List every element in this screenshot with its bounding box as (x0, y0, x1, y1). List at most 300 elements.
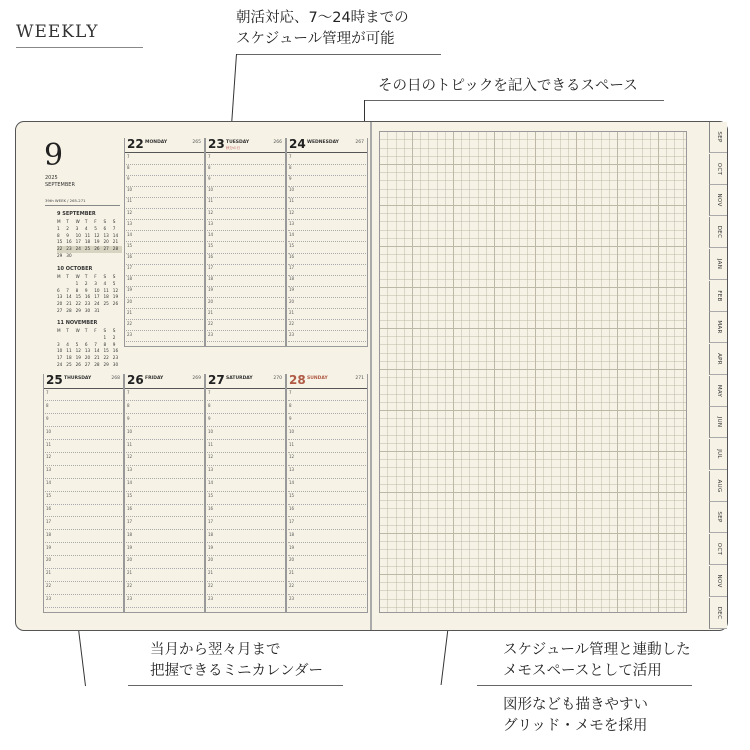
callout-line: 図形なども描きやすい (503, 697, 648, 713)
hour-line (288, 264, 366, 265)
hour-line (288, 478, 366, 479)
hour-line (288, 197, 366, 198)
calendar-day: 15 (103, 348, 109, 354)
hour-line (126, 319, 203, 320)
hour-label: 18 (127, 531, 133, 537)
calendar-day: 28 (113, 246, 122, 253)
hour-line (207, 555, 284, 556)
day-name: SUNDAY (307, 376, 328, 381)
hour-label: 21 (289, 570, 295, 576)
hour-label: 17 (46, 518, 52, 524)
callout-line: 当月から翌々月まで (150, 642, 281, 658)
hour-label: 13 (208, 467, 214, 473)
callout-mini-calendar (150, 640, 323, 682)
hour-line (126, 186, 203, 187)
hour-line (126, 341, 203, 342)
hour-line (288, 504, 366, 505)
day-number: 22 (127, 137, 144, 151)
calendar-day: 10 (57, 348, 63, 354)
hour-line (45, 426, 122, 427)
hour-label: 20 (127, 557, 133, 563)
calendar-day: 21 (94, 355, 100, 361)
hour-line (288, 330, 366, 331)
hour-line (207, 452, 284, 453)
hour-label: 18 (127, 276, 133, 282)
hour-label: 16 (208, 254, 214, 260)
calendar-day: 15 (75, 294, 81, 300)
hour-label: 8 (208, 165, 211, 171)
hour-line (207, 297, 284, 298)
hour-label: 15 (208, 242, 214, 248)
hour-line (207, 175, 284, 176)
hour-line (288, 175, 366, 176)
weekday-label: T (66, 219, 69, 224)
month-tab[interactable] (709, 376, 727, 407)
calendar-day: 7 (66, 287, 69, 293)
calendar-day: 2 (66, 225, 69, 231)
hour-label: 18 (289, 276, 295, 282)
hour-label: 19 (289, 287, 295, 293)
day-header (287, 374, 367, 389)
hour-line (45, 478, 122, 479)
calendar-day: 26 (112, 301, 119, 307)
calendar-day: 27 (84, 361, 91, 367)
hour-label: 15 (46, 493, 52, 499)
hour-label: 13 (208, 220, 214, 226)
calendar-day: 16 (112, 348, 119, 354)
month-tab[interactable] (709, 407, 727, 438)
hour-line (207, 230, 284, 231)
hour-label: 11 (127, 198, 133, 204)
calendar-day: 20 (57, 301, 63, 307)
hour-label: 23 (46, 596, 52, 602)
holiday-label: 秋分の日 (226, 146, 240, 150)
hour-label: 22 (289, 583, 295, 589)
day-header (206, 374, 285, 389)
hour-label: 10 (127, 428, 133, 434)
day-header (206, 138, 285, 153)
calendar-day: 10 (75, 232, 81, 238)
calendar-day: 30 (66, 252, 72, 258)
calendar-day: 4 (66, 341, 69, 347)
hour-line (207, 516, 284, 517)
month-tab[interactable] (709, 185, 727, 216)
day-name: SATURDAY (226, 376, 253, 381)
calendar-day: 6 (103, 225, 107, 231)
hour-label: 22 (208, 583, 214, 589)
hour-line (126, 516, 203, 517)
month-tab-label: FEB (715, 289, 722, 302)
calendar-day: 23 (84, 301, 91, 307)
hour-label: 8 (208, 402, 211, 408)
calendar-day: 16 (84, 294, 91, 300)
hour-line (126, 478, 203, 479)
calendar-day: 12 (112, 287, 119, 293)
calendar-day: 17 (75, 239, 81, 245)
hour-line (126, 465, 203, 466)
month-tab[interactable] (709, 502, 727, 533)
hour-line (126, 607, 203, 608)
hour-label: 10 (208, 187, 214, 193)
empty-cell (94, 335, 103, 342)
empty-cell (85, 335, 94, 342)
hour-line (207, 330, 284, 331)
month-tab[interactable] (709, 154, 727, 185)
hour-line (126, 230, 203, 231)
calendar-day: 14 (66, 294, 72, 300)
hour-line (207, 542, 284, 543)
calendar-day: 1 (103, 334, 107, 340)
calendar-day: 29 (103, 361, 109, 367)
day-of-year: 269 (192, 376, 201, 381)
hour-label: 22 (208, 320, 214, 326)
hour-line (207, 465, 284, 466)
hour-label: 16 (127, 254, 133, 260)
hour-line (45, 439, 122, 440)
hour-line (126, 568, 203, 569)
hour-line (288, 286, 366, 287)
hour-label: 15 (289, 493, 295, 499)
hour-label: 12 (127, 209, 133, 215)
hour-label: 16 (208, 505, 214, 511)
calendar-day: 22 (75, 301, 81, 307)
hour-label: 21 (289, 309, 295, 315)
month-tab[interactable] (709, 122, 727, 153)
calendar-day: 9 (112, 341, 116, 347)
calendar-day: 8 (57, 232, 60, 238)
day-name: FRIDAY (145, 376, 164, 381)
weekday-label: M (57, 274, 61, 279)
weekday-label: T (84, 274, 88, 279)
calendar-day: 21 (66, 301, 72, 307)
day-column (205, 138, 286, 347)
hour-line (288, 297, 366, 298)
calendar-day: 10 (94, 287, 100, 293)
month-tab[interactable] (709, 344, 727, 375)
month-tab[interactable] (709, 534, 727, 565)
weekday-label: S (103, 274, 107, 279)
month-tab[interactable] (709, 471, 727, 502)
callout-underline (236, 54, 441, 55)
hour-label: 7 (208, 390, 211, 395)
calendar-day: 22 (103, 355, 109, 361)
month-tab-label: JUL (715, 449, 722, 459)
hour-line (207, 208, 284, 209)
hour-label: 23 (208, 596, 214, 602)
hour-label: 9 (208, 176, 211, 182)
hour-label: 8 (289, 165, 292, 171)
hour-line (45, 555, 122, 556)
month-tab[interactable] (709, 312, 727, 343)
callout-line: グリッド・メモを採用 (503, 718, 648, 734)
hour-label: 13 (127, 467, 133, 473)
calendar-day: 14 (94, 348, 100, 354)
empty-cell (57, 335, 66, 342)
callout-grid-memo (503, 695, 648, 737)
calendar-day: 1 (57, 225, 60, 231)
hour-label: 11 (208, 441, 214, 447)
month-tab[interactable] (709, 598, 727, 629)
calendar-day: 2 (112, 334, 116, 340)
hour-line (207, 478, 284, 479)
hour-line (288, 241, 366, 242)
day-number: 24 (289, 137, 306, 151)
hour-line (45, 542, 122, 543)
hour-line (207, 341, 284, 342)
hour-label: 12 (208, 454, 214, 460)
hour-line (126, 529, 203, 530)
callout-line: その日のトピックを記入できるスペース (378, 78, 638, 94)
hour-line (288, 319, 366, 320)
hour-label: 16 (289, 254, 295, 260)
hour-line (126, 175, 203, 176)
hour-label: 10 (289, 428, 295, 434)
calendar-day: 12 (94, 232, 100, 238)
hour-line (45, 400, 122, 401)
hour-line (288, 400, 366, 401)
calendar-day: 5 (75, 341, 79, 347)
callout-line: スケジュール管理が可能 (236, 31, 395, 47)
hour-line (288, 253, 366, 254)
month-tab-label: SEP (715, 131, 722, 143)
weekday-label: F (94, 274, 97, 279)
hour-line (207, 219, 284, 220)
hour-line (126, 208, 203, 209)
hour-label: 8 (289, 402, 292, 408)
month-tab-label: OCT (715, 542, 722, 556)
hour-line (126, 413, 203, 414)
hour-label: 7 (289, 154, 292, 159)
hour-line (288, 568, 366, 569)
hour-line (45, 607, 122, 608)
hour-label: 14 (289, 231, 295, 237)
callout-underline (364, 100, 664, 101)
hour-label: 13 (289, 467, 295, 473)
hour-label: 10 (208, 428, 214, 434)
calendar-day: 13 (103, 232, 109, 238)
hour-label: 20 (46, 557, 52, 563)
hour-label: 11 (208, 198, 214, 204)
month-tab[interactable] (709, 217, 727, 248)
month-tab[interactable] (709, 249, 727, 280)
hour-line (288, 555, 366, 556)
hour-label: 13 (127, 220, 133, 226)
weekday-label: S (112, 328, 116, 333)
calendar-day: 22 (57, 246, 66, 253)
hour-line (288, 465, 366, 466)
month-tab-label: JUN (715, 416, 722, 428)
calendar-day: 4 (103, 280, 107, 286)
hour-label: 19 (127, 287, 133, 293)
hour-line (288, 607, 366, 608)
hour-label: 19 (127, 544, 133, 550)
hour-label: 15 (127, 493, 133, 499)
day-number: 26 (127, 373, 144, 387)
month-tab-label: NOV (715, 193, 722, 207)
hour-label: 12 (46, 454, 52, 460)
hour-line (288, 452, 366, 453)
month-tab-label: AUG (715, 479, 722, 493)
calendar-day: 11 (103, 287, 109, 293)
hour-line (126, 439, 203, 440)
calendar-day: 19 (75, 355, 81, 361)
month-tab[interactable] (709, 566, 727, 597)
hour-line (45, 581, 122, 582)
day-number: 23 (208, 137, 225, 151)
hour-line (288, 219, 366, 220)
weekday-label: T (66, 274, 69, 279)
calendar-day: 18 (66, 355, 72, 361)
hour-line (288, 186, 366, 187)
calendar-day: 17 (57, 355, 63, 361)
calendar-day: 12 (75, 348, 81, 354)
hour-label: 14 (127, 231, 133, 237)
day-number: 28 (289, 373, 306, 387)
hour-label: 20 (289, 298, 295, 304)
calendar-day: 30 (84, 307, 91, 313)
hour-label: 15 (289, 242, 295, 248)
hour-line (45, 504, 122, 505)
section-title: WEEKLY (16, 22, 99, 42)
callout-memo-space (503, 640, 691, 682)
calendar-day: 1 (75, 280, 79, 286)
hour-label: 17 (289, 518, 295, 524)
calendar-day: 30 (112, 361, 119, 367)
day-column (205, 374, 286, 613)
calendar-day: 26 (94, 246, 103, 253)
hour-label: 18 (289, 531, 295, 537)
divider (45, 205, 120, 206)
calendar-day: 13 (84, 348, 91, 354)
month-tab[interactable] (709, 281, 727, 312)
calendar-day: 3 (57, 341, 60, 347)
planner-spine (370, 122, 372, 630)
hour-label: 21 (127, 309, 133, 315)
mini-calendar-title: 10 OCTOBER (57, 266, 93, 272)
hour-line (207, 319, 284, 320)
hour-label: 17 (208, 265, 214, 271)
hour-label: 12 (208, 209, 214, 215)
hour-label: 13 (289, 220, 295, 226)
callout-line: メモスペースとして活用 (503, 663, 662, 679)
calendar-day: 20 (84, 355, 91, 361)
hour-line (45, 465, 122, 466)
hour-line (126, 594, 203, 595)
hour-label: 12 (127, 454, 133, 460)
hour-line (126, 275, 203, 276)
hour-label: 7 (127, 154, 130, 159)
empty-cell (66, 335, 75, 342)
hour-label: 18 (46, 531, 52, 537)
hour-label: 7 (127, 390, 130, 395)
hour-label: 23 (127, 596, 133, 602)
hour-line (288, 516, 366, 517)
calendar-day: 27 (103, 246, 112, 253)
hour-label: 17 (127, 265, 133, 271)
hour-line (45, 516, 122, 517)
callout-underline (477, 685, 692, 686)
calendar-day: 3 (94, 280, 97, 286)
hour-line (126, 330, 203, 331)
hour-line (126, 297, 203, 298)
hour-line (126, 504, 203, 505)
month-tab[interactable] (709, 439, 727, 470)
grid-memo-area (379, 131, 687, 613)
empty-cell (76, 335, 85, 342)
hour-label: 19 (208, 287, 214, 293)
hour-line (126, 426, 203, 427)
hour-label: 22 (289, 320, 295, 326)
hour-line (288, 164, 366, 165)
weekday-label: M (57, 219, 61, 224)
day-header (125, 138, 204, 153)
calendar-day: 31 (94, 307, 100, 313)
hour-line (126, 491, 203, 492)
day-header (125, 374, 204, 389)
empty-cell (57, 281, 66, 288)
hour-line (288, 413, 366, 414)
hour-line (288, 581, 366, 582)
hour-line (126, 308, 203, 309)
weekday-label: S (112, 219, 116, 224)
calendar-day: 11 (66, 348, 72, 354)
hour-label: 17 (289, 265, 295, 271)
callout-underline (128, 685, 343, 686)
calendar-day: 15 (57, 239, 63, 245)
hour-label: 14 (289, 480, 295, 486)
hour-label: 10 (127, 187, 133, 193)
hour-line (207, 253, 284, 254)
day-name: MONDAY (145, 140, 168, 145)
weekday-label: T (84, 328, 88, 333)
hour-label: 20 (127, 298, 133, 304)
calendar-day: 3 (75, 225, 79, 231)
calendar-day: 8 (75, 287, 79, 293)
callout-topic-space (378, 76, 638, 97)
hour-label: 12 (289, 454, 295, 460)
weekday-label: T (84, 219, 88, 224)
hour-label: 14 (46, 480, 52, 486)
hour-line (45, 491, 122, 492)
month-tab-label: SEP (715, 511, 722, 523)
weekday-label: F (94, 328, 97, 333)
hour-label: 19 (208, 544, 214, 550)
calendar-day: 24 (76, 246, 85, 253)
hour-label: 20 (208, 557, 214, 563)
hour-label: 14 (208, 231, 214, 237)
hour-line (207, 197, 284, 198)
weekday-label: S (103, 328, 107, 333)
month-tab-label: APR (715, 352, 722, 365)
hour-label: 16 (127, 505, 133, 511)
callout-line: 朝活対応、7〜24時までの (236, 10, 409, 26)
hour-label: 21 (208, 570, 214, 576)
calendar-day: 7 (94, 341, 97, 347)
calendar-day: 18 (84, 239, 91, 245)
hour-line (288, 594, 366, 595)
day-of-year: 270 (273, 376, 282, 381)
weekday-label: W (75, 328, 80, 333)
hour-label: 11 (289, 198, 295, 204)
calendar-day: 4 (84, 225, 88, 231)
calendar-day: 24 (94, 301, 100, 307)
hour-label: 9 (289, 176, 292, 182)
hour-line (288, 439, 366, 440)
hour-label: 20 (289, 557, 295, 563)
hour-label: 17 (208, 518, 214, 524)
hour-line (45, 529, 122, 530)
hour-label: 20 (208, 298, 214, 304)
